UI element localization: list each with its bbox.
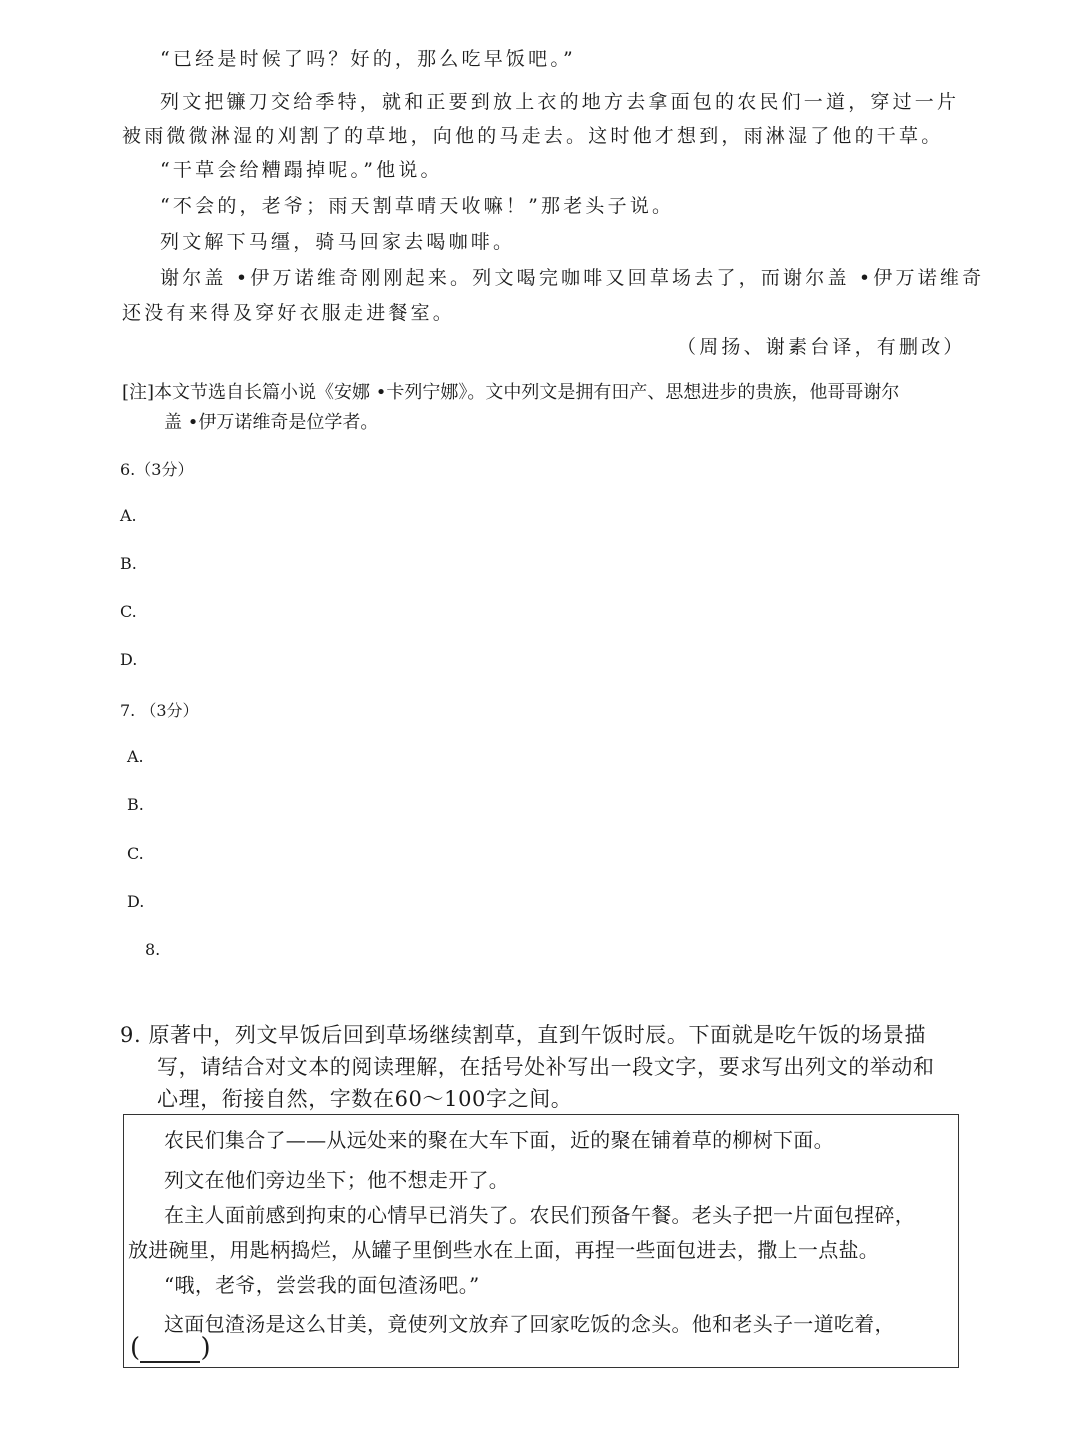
question-9-line-3: 心理，衔接自然，字数在60～100字之间。 (157, 1087, 573, 1111)
paren-open: ( (130, 1333, 141, 1363)
excerpt-line-1: 农民们集合了——从远处来的聚在大车下面，近的聚在铺着草的柳树下面。 (164, 1128, 834, 1152)
passage-source: （周扬、谢素台译，有删改） (677, 336, 966, 358)
passage-line-6: 列文解下马缰，骑马回家去喝咖啡。 (160, 231, 516, 253)
question-7-option-d: D. (127, 892, 145, 911)
passage-line-7: 谢尔盖 •伊万诺维奇刚刚起来。列文喝完咖啡又回草场去了，而谢尔盖 •伊万诺维奇 (160, 267, 985, 289)
question-6-option-c: C. (120, 602, 137, 621)
excerpt-line-4: 放进碗里，用匙柄捣烂，从罐子里倒些水在上面，再捏一些面包进去，撒上一点盐。 (128, 1238, 880, 1262)
note-line-2: 盖 •伊万诺维奇是位学者。 (164, 412, 379, 433)
excerpt-line-3: 在主人面前感到拘束的心情早已消失了。农民们预备午餐。老头子把一片面包捏碎， (164, 1203, 916, 1227)
note-line-1: [注]本文节选自长篇小说《安娜 •卡列宁娜》。文中列文是拥有田产、思想进步的贵族，他哥哥谢尔 (122, 382, 900, 403)
question-6-option-d: D. (120, 650, 138, 669)
question-7-option-b: B. (127, 795, 144, 814)
answer-blank[interactable] (130, 1333, 211, 1363)
answer-underline[interactable] (140, 1339, 200, 1363)
question-7-label: 7. （3分） (120, 701, 199, 720)
question-6-label: 6.（3分） (120, 460, 194, 479)
question-8-label: 8. (145, 940, 161, 959)
excerpt-box (123, 1114, 959, 1368)
question-7-option-c: C. (127, 844, 144, 863)
paren-close: ) (200, 1333, 211, 1363)
passage-line-3: 被雨微微淋湿的刈割了的草地，向他的马走去。这时他才想到，雨淋湿了他的干草。 (122, 125, 944, 147)
excerpt-line-5: “哦，老爷，尝尝我的面包渣汤吧。” (164, 1273, 480, 1297)
question-9-line-1: 9. 原著中，列文早饭后回到草场继续割草，直到午饭时辰。下面就是吃午饭的场景描 (120, 1023, 927, 1047)
excerpt-line-2: 列文在他们旁边坐下；他不想走开了。 (164, 1168, 510, 1192)
question-6-option-a: A. (120, 506, 137, 525)
passage-line-8: 还没有来得及穿好衣服走进餐室。 (122, 302, 456, 324)
excerpt-line-6: 这面包渣汤是这么甘美，竟使列文放弃了回家吃饭的念头。他和老头子一道吃着， (164, 1312, 895, 1336)
question-7-option-a: A. (127, 747, 144, 766)
question-6-option-b: B. (120, 554, 137, 573)
passage-line-5: “不会的，老爷；雨天割草晴天收嘛！”那老头子说。 (160, 195, 675, 217)
passage-line-1: “已经是时候了吗？好的，那么吃早饭吧。” (160, 48, 576, 70)
passage-line-2: 列文把镰刀交给季特，就和正要到放上衣的地方去拿面包的农民们一道，穿过一片 (160, 91, 960, 113)
question-9-line-2: 写，请结合对文本的阅读理解，在括号处补写出一段文字，要求写出列文的举动和 (157, 1055, 935, 1079)
passage-line-4: “干草会给糟蹋掉呢。”他说。 (160, 159, 443, 181)
